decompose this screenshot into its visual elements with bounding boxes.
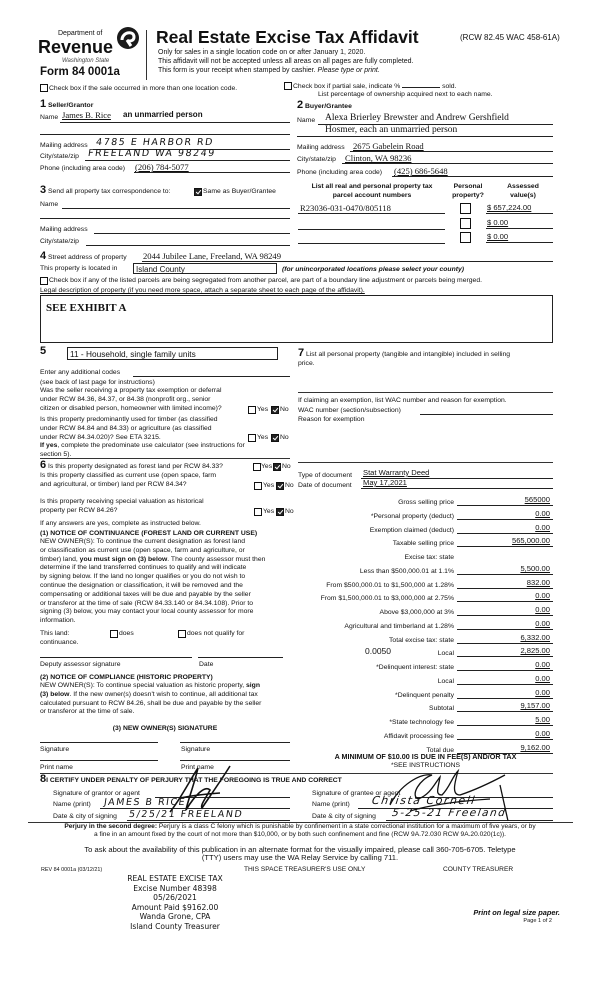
legal-paper-note: Print on legal size paper. <box>473 908 560 917</box>
receipt-note: This form is your receipt when stamped by cashier. <box>158 67 316 74</box>
tax-row-value[interactable]: 0.00 <box>535 508 550 518</box>
seller-name-label: Name <box>40 114 59 121</box>
personal-property-checkbox[interactable] <box>460 218 471 229</box>
deputy-signature-label: Deputy assessor signature <box>40 661 121 668</box>
revenue-logo-text: Revenue <box>38 37 114 57</box>
land-use-code-select[interactable]: 11 - Household, single family units <box>67 347 278 360</box>
notice-continuance-body <box>40 538 265 626</box>
type-or-print-note: Please type or print. <box>317 67 380 74</box>
yes-label: Yes <box>263 508 275 515</box>
seller-name-value[interactable]: James B. Rice <box>62 110 111 120</box>
grantor-signature-icon <box>150 760 250 820</box>
no-label: No <box>280 406 289 413</box>
segregate-checkbox[interactable] <box>40 277 48 285</box>
section-number: 4 <box>40 250 47 262</box>
seller-phone-rule <box>134 172 290 173</box>
tax-row-label: From $500,000.01 to $1,500,000 at 1.28% <box>326 581 454 589</box>
rcw-reference: (RCW 82.45 WAC 458-61A) <box>460 33 560 42</box>
grantee-name-value[interactable]: Christa Cornell <box>371 794 477 807</box>
does-not-qualify-checkbox[interactable] <box>178 630 186 638</box>
buyer-name-line-1[interactable]: Alexa Brierley Brewster and Andrew Gershfield <box>325 113 509 123</box>
q-line: under RCW 84.34.020)? See ETA 3215. <box>40 433 161 441</box>
q-note-text: , complete the predominate use calculator (see instructions for <box>57 442 245 450</box>
exemption-question <box>40 387 222 413</box>
header-line-2: This affidavit will not be accepted unless all areas on all pages are fully completed. <box>158 58 414 65</box>
segregate-label: Check box if any of the listed parcels are being segregated from another parcel, are part of a boundary line adjustment or parcels being merged. <box>49 277 482 284</box>
personal-property-checkbox[interactable] <box>460 203 471 214</box>
tax-row-label: Taxable selling price <box>392 540 454 548</box>
tax-row-rule <box>457 574 553 575</box>
correspondence-heading <box>40 186 170 196</box>
forest-land-question <box>40 461 223 471</box>
tax-row-label: *Personal property (deduct) <box>370 512 454 520</box>
perjury-bold: Perjury in the second degree: <box>64 823 158 830</box>
forest-question-text: Is this property designated as forest land per RCW 84.33? <box>48 463 223 470</box>
partial-sale-text: Check box if partial sale, indicate % <box>293 83 401 90</box>
corr-name-input-2[interactable] <box>40 218 290 219</box>
tax-row-rule <box>457 546 553 547</box>
tax-row-value[interactable]: 0.00 <box>535 605 550 614</box>
tax-row-rule <box>457 601 553 602</box>
dor-logo-icon <box>116 26 140 50</box>
current-use-no-checkbox[interactable] <box>276 482 284 490</box>
forest-no-checkbox[interactable] <box>273 463 281 471</box>
body-line <box>40 682 261 691</box>
tax-row-value[interactable]: 0.00 <box>535 660 550 669</box>
body-bold: sign <box>246 682 260 689</box>
body-line: signing (3) below, you may contact your local county assessor for more <box>40 608 254 616</box>
historic-yes-checkbox[interactable] <box>254 508 262 516</box>
section-number: 3 <box>40 184 47 196</box>
grantor-name-value[interactable]: JAMES B RICE <box>103 797 187 808</box>
state-label: Washington State <box>62 58 110 64</box>
timber-no-checkbox[interactable] <box>271 434 279 442</box>
q-line: under RCW 84.84 and 84.33) or agriculture (as classified <box>40 424 212 432</box>
tax-row-label: Exemption claimed (deduct) <box>369 526 454 534</box>
county-note: (for unincorporated locations please select your county) <box>282 266 465 273</box>
stamp-line: Amount Paid $9162.00 <box>131 902 219 912</box>
seller-phone-label: Phone (including area code) <box>40 165 126 172</box>
q-line: Is this property classified as current use (open space, farm <box>40 472 217 479</box>
seller-heading-label: Seller/Grantor <box>48 102 94 109</box>
tax-row-label: Local <box>437 650 454 658</box>
body-line: determine if the land transferred continues to qualify and will indicate <box>40 564 247 572</box>
form-title: Real Estate Excise Tax Affidavit <box>156 27 419 47</box>
signature-label: Signature <box>181 746 211 753</box>
tax-row-value[interactable]: 0.00 <box>535 687 550 697</box>
grantor-date-label: Date & city of signing <box>53 813 117 820</box>
buyer-name-label: Name <box>297 117 316 124</box>
seller-mailing-value[interactable]: 4785 E HARBOR RD <box>95 137 215 148</box>
stamp-line: 05/26/2021 <box>153 893 197 903</box>
tax-row-rule <box>457 698 553 699</box>
tax-row-value[interactable]: 0.00 <box>535 522 550 532</box>
tax-row-value[interactable]: 832.00 <box>526 577 550 587</box>
parcel-col-line2: parcel account numbers <box>332 191 412 199</box>
section-number: 5 <box>40 345 47 357</box>
parcel-account-input[interactable] <box>298 243 445 244</box>
grantee-date-value[interactable]: 5-25-21 Freeland <box>391 807 508 819</box>
parcel-col-line1: List all real and personal property tax <box>311 183 433 190</box>
section-number: 8 <box>40 773 47 785</box>
notice-continuance-title: (1) NOTICE OF CONTINUANCE (FOREST LAND OR CURRENT USE) <box>40 530 258 537</box>
buyer-mailing-label: Mailing address <box>297 144 345 151</box>
owner-print-name-input-1[interactable] <box>40 760 158 761</box>
corr-mailing-input[interactable] <box>94 233 290 234</box>
owner-signature-input-1[interactable] <box>40 742 158 743</box>
body-text: NEW OWNER(S): To continue special valuation as historic property, <box>40 682 246 689</box>
tax-row-label: *Delinquent penalty <box>395 691 454 699</box>
sec7-text: List all personal property (tangible and intangible) included in selling <box>306 351 511 358</box>
assessed-rule <box>486 242 553 243</box>
deputy-date-label: Date <box>199 661 214 668</box>
continuance-label: continuance. <box>40 639 79 646</box>
section-number: 1 <box>40 98 47 110</box>
see-instructions-note: *SEE INSTRUCTIONS <box>390 762 461 769</box>
buyer-phone-rule <box>392 176 553 177</box>
buyer-name-rule-2 <box>297 136 553 137</box>
located-in-label: This property is located in <box>40 265 118 272</box>
street-label-text: Street address of property <box>48 254 127 261</box>
grantee-signature-label: Signature of grantee or agent <box>312 790 401 797</box>
forest-yes-checkbox[interactable] <box>253 463 261 471</box>
form-number: Form 84 0001a <box>40 66 120 78</box>
sec7-text-2: price. <box>298 360 315 367</box>
tax-row-value[interactable]: 0.00 <box>535 728 550 738</box>
grantor-date-rule <box>127 820 290 821</box>
local-rate-value: 0.0050 <box>365 646 391 656</box>
revision-code: REV 84 0001a (03/12/21) <box>41 867 103 873</box>
body-line <box>40 691 261 700</box>
seller-name-suffix: an unmarried person <box>123 110 203 119</box>
wac-number-input[interactable] <box>420 414 553 415</box>
if-yes-note: If any answers are yes, complete as instructed below. <box>40 520 201 527</box>
buyer-heading <box>297 101 352 111</box>
tax-row-rule <box>457 505 553 506</box>
buyer-name-line-2[interactable]: Hosmer, each an unmarried person <box>325 125 458 135</box>
buyer-city-value[interactable]: Clinton, WA 98236 <box>345 153 412 163</box>
tax-row-value[interactable]: 9,162.00 <box>520 742 550 752</box>
tax-row-value[interactable]: 0.00 <box>535 673 550 683</box>
corr-name-input[interactable] <box>62 208 290 209</box>
body-text: . If the new owner(s) doesn't wish to continue, all additional tax <box>69 690 258 698</box>
grantee-date-label: Date & city of signing <box>312 813 376 820</box>
doc-date-value[interactable]: May 17,2021 <box>363 478 407 487</box>
minimum-due-note: A MINIMUM OF $10.00 IS DUE IN FEE(S) AND/OR TAX <box>334 752 517 761</box>
notice-compliance-body <box>40 682 261 717</box>
street-address-rule <box>142 261 553 262</box>
corr-city-input[interactable] <box>86 245 290 246</box>
tax-row-label: Above $3,000,000 at 3% <box>379 609 454 616</box>
body-line: compensating or additional taxes will be due and payable by the seller <box>40 590 251 598</box>
body-line: or transferor at the time of sale (RCW 84.33.140 or 84.34.108). Prior to <box>40 599 254 607</box>
grantor-signature-label: Signature of grantor or agent <box>53 790 140 797</box>
section-number: 7 <box>298 347 305 359</box>
buyer-mailing-rule <box>350 151 553 152</box>
tax-row-value[interactable]: 5,500.00 <box>520 563 550 573</box>
certify-text: I CERTIFY UNDER PENALTY OF PERJURY THAT THE FOREGOING IS TRUE AND CORRECT <box>46 777 342 784</box>
stamp-line: Excise Number 48398 <box>133 883 217 893</box>
grantor-name-label: Name (print) <box>53 801 91 808</box>
exemption-reason-input[interactable] <box>298 462 553 463</box>
assessed-rule <box>486 228 553 229</box>
body-line: NEW OWNER(S): To continue the current designation as forest land <box>40 538 246 545</box>
tax-row-label: Affidavit processing fee <box>383 732 454 740</box>
tax-row-value[interactable]: 565,000.00 <box>511 536 550 546</box>
print-name-label: Print name <box>40 764 73 771</box>
treasurer-stamp <box>110 874 240 932</box>
notice-compliance-title: (2) NOTICE OF COMPLIANCE (HISTORIC PROPERTY) <box>40 674 213 681</box>
body-line: by signing below. If the land no longer qualifies or you do not wish to <box>40 573 246 581</box>
tax-row-value[interactable]: 5.00 <box>535 715 550 724</box>
exemption-claim-label: If claiming an exemption, list WAC number and reason for exemption. <box>298 397 507 404</box>
partial-sale-checkbox[interactable] <box>284 82 292 90</box>
tax-row-label: Excise tax: state <box>404 554 454 561</box>
body-line: calculated pursuant to RCW 84.26, shall be due and payable by the seller <box>40 699 262 707</box>
tax-row-label: *State technology fee <box>389 719 454 726</box>
multi-location-checkbox[interactable] <box>40 84 48 92</box>
q-line: Is this property receiving special valuation as historical <box>40 498 204 505</box>
personal-col-line1: Personal <box>453 183 483 190</box>
tax-row-value[interactable]: 0.00 <box>535 591 550 601</box>
personal-col-header <box>448 183 488 200</box>
grantor-date-value[interactable]: 5/25/21 FREELAND <box>128 809 244 820</box>
tax-row-rule <box>457 629 553 630</box>
assessed-col-header <box>494 183 552 200</box>
body-line: or classification as current use (open space, farm and agriculture, or <box>40 546 245 554</box>
exemption-no-checkbox[interactable] <box>271 406 279 414</box>
header-line-1: Only for sales in a single location code on or after January 1, 2020. <box>158 49 366 56</box>
seller-heading <box>40 100 93 110</box>
personal-col-line2: property? <box>452 191 484 199</box>
tax-row-rule <box>457 739 553 740</box>
perjury-text: Perjury is a class C felony which is punishable by confinement in a state correctional institution for a maximum of five years, or by <box>157 823 536 830</box>
seller-city-label: City/state/zip <box>40 153 79 160</box>
signature-label: Signature <box>40 746 70 753</box>
body-text: . The county assessor must then <box>167 555 266 563</box>
q-line: citizen or disabled person, homeowner with limited income)? <box>40 404 222 412</box>
see-back-note: (see back of last page for instructions) <box>40 379 155 386</box>
personal-property-input[interactable] <box>298 392 553 393</box>
buyer-city-rule <box>342 163 553 164</box>
seller-city-value[interactable]: FREELAND WA 98249 <box>87 148 217 159</box>
tax-row-rule <box>457 656 553 657</box>
print-name-label: Print name <box>181 764 214 771</box>
q-note <box>40 442 245 451</box>
no-label: No <box>285 482 294 489</box>
timber-question <box>40 416 245 460</box>
street-address-value[interactable]: 2044 Jubilee Lane, Freeland, WA 98249 <box>143 251 282 261</box>
seller-name-rule <box>60 122 290 123</box>
page-number: Page 1 of 2 <box>523 918 552 924</box>
tax-row-rule <box>457 533 553 534</box>
section-number: 2 <box>297 99 304 111</box>
body-line: information. <box>40 617 76 625</box>
body-text: timber) land, <box>40 555 80 563</box>
seller-city-rule <box>85 160 290 161</box>
seller-mailing-label: Mailing address <box>40 142 88 149</box>
same-as-buyer-checkbox[interactable] <box>194 188 202 196</box>
list-percentage-note: List percentage of ownership acquired next to each name. <box>318 91 493 98</box>
personal-property-list-label <box>298 349 510 359</box>
same-as-buyer-label: Same as Buyer/Grantee <box>203 188 276 195</box>
body-line <box>40 556 265 565</box>
tax-row-label: Gross selling price <box>398 499 454 506</box>
legal-description-value: SEE EXHIBIT A <box>46 302 127 314</box>
partial-sold-text: sold. <box>442 83 457 90</box>
body-line: or transferor at the time of sale. <box>40 708 135 716</box>
yes-label: Yes <box>257 434 269 441</box>
additional-codes-label: Enter any additional codes <box>40 369 121 376</box>
stamp-line: REAL ESTATE EXCISE TAX <box>127 874 223 883</box>
parcel-account[interactable]: R23036-031-0470/805118 <box>300 203 391 213</box>
tax-row-value[interactable]: 6,332.00 <box>520 632 550 642</box>
tax-row-value[interactable]: 2,825.00 <box>520 646 550 656</box>
assessed-col-line2: value(s) <box>510 191 536 199</box>
county-select[interactable]: Island County <box>133 263 277 274</box>
tax-row-label: *Delinquent interest: state <box>376 664 454 671</box>
tax-row-value[interactable]: 9,157.00 <box>520 701 550 711</box>
body-line: continue the designation or classification, it will be removed and the <box>40 581 243 589</box>
stamp-line: Island County Treasurer <box>130 921 220 931</box>
tax-row-value[interactable]: 0.00 <box>535 618 550 628</box>
this-land-label: This land: <box>40 630 70 637</box>
tax-row-label: From $1,500,000.01 to $3,000,000 at 2.75% <box>320 595 454 603</box>
does-qualify-checkbox[interactable] <box>110 630 118 638</box>
deputy-date-input[interactable] <box>198 657 283 658</box>
legal-description-label: Legal description of property (if you need more space, attach a separate sheet to each page of the affidavit). <box>40 287 365 294</box>
exemption-yes-checkbox[interactable] <box>248 406 256 414</box>
body-bold: (3) below <box>40 690 70 698</box>
buyer-mailing-value[interactable]: 2675 Gabelein Road <box>353 141 424 151</box>
grantee-name-label: Name (print) <box>312 801 350 808</box>
assessed-col-line1: Assessed <box>507 183 539 190</box>
seller-phone-value[interactable]: (206) 784-5077 <box>135 162 189 172</box>
buyer-city-label: City/state/zip <box>297 156 336 163</box>
assessed-value[interactable]: $ 0.00 <box>487 218 509 227</box>
county-treasurer-label: COUNTY TREASURER <box>443 866 514 873</box>
historic-no-checkbox[interactable] <box>276 508 284 516</box>
current-use-yes-checkbox[interactable] <box>254 482 262 490</box>
body-bold: you must sign on (3) below <box>79 555 168 563</box>
tax-row-label: Subtotal <box>429 705 454 713</box>
exemption-reason-label: Reason for exemption <box>298 416 365 423</box>
tax-row-rule <box>457 670 553 671</box>
tax-row-rule <box>457 725 553 726</box>
tax-row-label: Agricultural and timberland at 1.28% <box>344 622 454 630</box>
q-line: and agricultural, or timber) land per RCW 84.34? <box>40 480 187 488</box>
new-owner-signature-title: (3) NEW OWNER(S) SIGNATURE <box>112 725 218 732</box>
q-line: section 5). <box>40 451 72 459</box>
stamp-line: Wanda Grone, CPA <box>139 912 211 922</box>
multi-location-label: Check box if the sale occurred in more than one location code. <box>49 85 238 92</box>
additional-codes-input[interactable] <box>133 376 290 377</box>
assessed-value[interactable]: $ 657,224.00 <box>487 203 532 212</box>
buyer-phone-label: Phone (including area code) <box>297 169 383 176</box>
if-yes-bold: If yes <box>40 442 58 450</box>
q-line: property per RCW 84.26? <box>40 506 118 514</box>
deputy-signature-input[interactable] <box>40 657 192 658</box>
q-line: under RCW 84.36, 84.37, or 84.38 (nonprofit org., senior <box>40 395 211 403</box>
owner-signature-input-2[interactable] <box>180 742 290 743</box>
grantee-signature-icon <box>380 765 530 825</box>
assessed-value[interactable]: $ 0.00 <box>487 232 509 241</box>
no-label: No <box>282 463 291 470</box>
tax-row-label: Total due <box>426 746 454 754</box>
yes-label: Yes <box>257 406 269 413</box>
tax-row-rule <box>457 588 553 589</box>
tax-row-label: Total excise tax: state <box>389 636 454 644</box>
corr-mailing-label: Mailing address <box>40 226 88 233</box>
street-address-label <box>40 252 127 262</box>
parcel-account-rule <box>298 213 445 214</box>
historic-question <box>40 498 204 516</box>
does-label: does <box>119 630 134 637</box>
buyer-heading-label: Buyer/Grantee <box>305 103 352 110</box>
legal-description-field[interactable] <box>40 295 553 343</box>
perjury-statement-2: a fine in an amount fixed by the court of not more than $10,000, or by both such confinement and fine (RCW 9A.72.030 RCW 9A.20.020(1c)). <box>94 831 506 838</box>
timber-yes-checkbox[interactable] <box>248 434 256 442</box>
yes-label: Yes <box>263 482 275 489</box>
yes-label: Yes <box>261 463 273 470</box>
treasurer-use-label: THIS SPACE TREASURER'S USE ONLY <box>244 866 366 873</box>
doc-date-label: Date of document <box>298 482 352 489</box>
header-divider <box>146 30 147 80</box>
perjury-statement-1 <box>0 823 600 831</box>
parcel-col-header <box>298 183 446 200</box>
q-line: Is this property predominantly used for timber (as classified <box>40 416 218 423</box>
does-not-label: does not qualify for <box>187 630 245 637</box>
doc-type-value[interactable]: Stat Warranty Deed <box>363 468 430 477</box>
tax-row-rule <box>457 711 553 712</box>
q-line: Was the seller receiving a property tax exemption or deferral <box>40 387 222 394</box>
header-line-3 <box>158 66 380 75</box>
tax-row-rule <box>457 615 553 616</box>
tax-row-label: Less than $500,000.01 at 1.1% <box>359 567 454 575</box>
corr-city-label: City/state/zip <box>40 238 79 245</box>
seller-name-rule-2 <box>40 134 290 135</box>
current-use-question <box>40 472 216 490</box>
buyer-phone-value[interactable]: (425) 686-5648 <box>394 166 448 176</box>
tax-row-label: Local <box>437 677 454 685</box>
section-divider <box>40 458 290 459</box>
assessed-rule <box>486 213 553 214</box>
section-number: 6 <box>40 459 47 471</box>
tax-row-rule <box>457 519 553 520</box>
wac-number-label: WAC number (section/subsection) <box>298 407 401 414</box>
tax-row-rule <box>457 684 553 685</box>
correspondence-text: Send all property tax correspondence to: <box>48 188 171 195</box>
corr-name-label: Name <box>40 201 59 208</box>
alt-format-note-1: To ask about the availability of this publication in an alternate format for the visually impaired, please call 360-705-6705. Teletype <box>84 845 516 854</box>
alt-format-note-2: (TTY) users may use the WA Relay Service by calling 711. <box>201 853 399 862</box>
doc-type-label: Type of document <box>298 472 353 479</box>
no-label: No <box>285 508 294 515</box>
parcel-account-input[interactable] <box>298 229 445 230</box>
dept-label: Department of <box>58 30 103 37</box>
doc-date-rule <box>361 488 553 489</box>
no-label: No <box>280 434 289 441</box>
tax-row-value[interactable]: 565000 <box>524 495 550 504</box>
partial-percent-input[interactable] <box>402 87 440 88</box>
personal-property-checkbox[interactable] <box>460 232 471 243</box>
tax-row-rule <box>457 643 553 644</box>
